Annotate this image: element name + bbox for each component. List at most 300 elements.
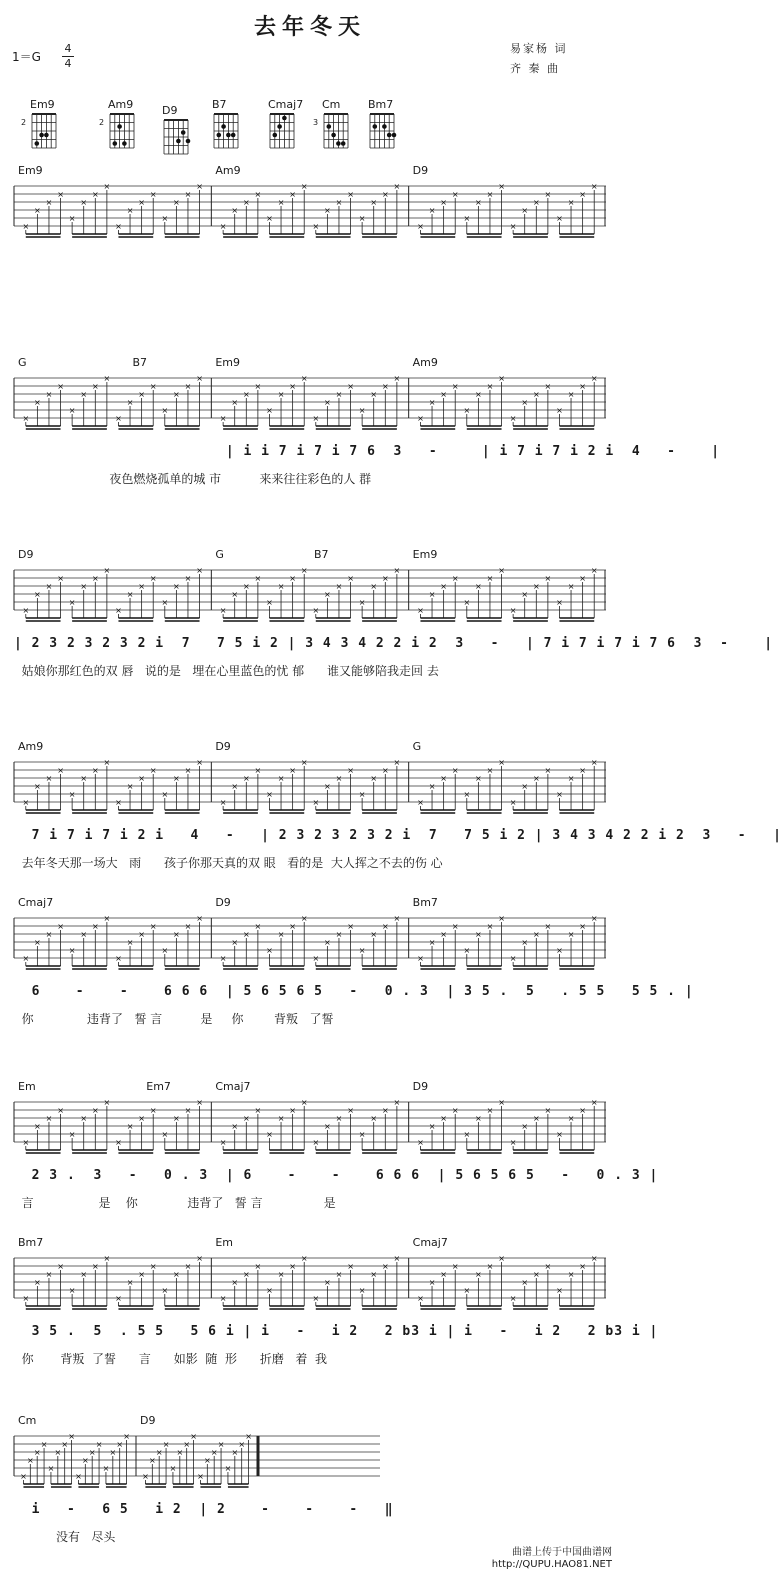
svg-text:×: × — [149, 1106, 157, 1115]
svg-text:×: × — [579, 1106, 586, 1115]
chord-name: D9 — [162, 104, 178, 117]
svg-text:×: × — [242, 1114, 250, 1123]
svg-text:×: × — [161, 214, 169, 223]
svg-text:×: × — [324, 206, 331, 215]
svg-text:×: × — [312, 1138, 320, 1147]
svg-text:×: × — [40, 1440, 48, 1449]
svg-text:×: × — [567, 390, 575, 399]
svg-text:×: × — [34, 590, 41, 599]
svg-text:×: × — [34, 206, 41, 215]
svg-text:×: × — [544, 922, 552, 931]
key-signature: 1＝G — [12, 50, 41, 64]
tab-staff — [14, 178, 606, 244]
svg-text:×: × — [34, 938, 41, 947]
svg-text:×: × — [126, 398, 134, 407]
svg-text:×: × — [440, 774, 447, 783]
svg-text:×: × — [173, 774, 180, 783]
svg-text:×: × — [417, 222, 424, 231]
svg-text:×: × — [463, 1286, 471, 1295]
svg-text:×: × — [370, 582, 378, 591]
svg-text:×: × — [57, 1262, 64, 1271]
svg-text:×: × — [381, 574, 389, 583]
svg-text:×: × — [45, 1114, 53, 1123]
svg-text:×: × — [393, 914, 401, 923]
svg-text:×: × — [231, 206, 239, 215]
svg-text:×: × — [219, 414, 227, 423]
chord-symbol: D9 — [215, 896, 231, 909]
svg-text:×: × — [184, 1106, 192, 1115]
chord-symbol: D9 — [412, 164, 429, 177]
svg-text:×: × — [509, 1294, 517, 1303]
svg-text:×: × — [579, 190, 586, 199]
svg-text:×: × — [532, 1270, 540, 1279]
svg-text:×: × — [532, 390, 540, 399]
svg-text:×: × — [393, 182, 401, 191]
svg-text:×: × — [335, 930, 343, 939]
svg-text:×: × — [45, 774, 53, 783]
svg-text:×: × — [115, 798, 122, 807]
svg-text:×: × — [567, 774, 575, 783]
lyricist-credit: 易家杨 词 — [510, 42, 568, 55]
svg-text:×: × — [358, 598, 366, 607]
svg-text:×: × — [219, 1138, 227, 1147]
svg-text:×: × — [486, 1262, 494, 1271]
svg-text:×: × — [88, 1448, 96, 1457]
svg-text:×: × — [370, 774, 378, 783]
svg-text:×: × — [544, 766, 552, 775]
svg-text:×: × — [231, 398, 239, 407]
svg-text:×: × — [590, 758, 598, 767]
svg-text:×: × — [590, 914, 598, 923]
svg-text:×: × — [91, 922, 99, 931]
svg-text:×: × — [486, 574, 494, 583]
svg-text:×: × — [254, 922, 262, 931]
svg-text:×: × — [242, 198, 250, 207]
svg-text:×: × — [440, 582, 447, 591]
svg-text:×: × — [196, 566, 203, 575]
svg-text:×: × — [231, 1278, 239, 1287]
svg-text:×: × — [162, 1440, 170, 1449]
chord-name: Em9 — [30, 98, 55, 111]
svg-text:×: × — [393, 1098, 401, 1107]
svg-text:×: × — [289, 190, 296, 199]
svg-text:×: × — [521, 938, 529, 947]
svg-text:×: × — [324, 1278, 331, 1287]
svg-text:×: × — [231, 1448, 239, 1457]
svg-text:×: × — [242, 930, 250, 939]
tab-staff — [14, 1094, 606, 1160]
svg-text:×: × — [196, 914, 203, 923]
chord-symbol: B7 — [314, 548, 329, 561]
svg-text:×: × — [370, 390, 378, 399]
svg-text:×: × — [91, 190, 99, 199]
svg-text:×: × — [219, 798, 227, 807]
svg-text:×: × — [347, 1106, 354, 1115]
svg-text:×: × — [289, 1262, 296, 1271]
chord-grid — [108, 112, 136, 152]
chord-symbol: D9 — [140, 1414, 156, 1427]
svg-text:×: × — [393, 566, 401, 575]
svg-text:×: × — [103, 1098, 111, 1107]
svg-text:×: × — [91, 766, 99, 775]
svg-text:×: × — [312, 414, 320, 423]
lyrics-line: 你 违背了 誓 言 是 你 背叛 了誓 — [14, 1012, 334, 1026]
svg-text:×: × — [509, 954, 517, 963]
svg-text:×: × — [45, 198, 53, 207]
svg-text:×: × — [176, 1448, 184, 1457]
svg-text:×: × — [47, 1464, 55, 1473]
svg-text:×: × — [219, 1294, 227, 1303]
chord-name: B7 — [212, 98, 227, 111]
svg-text:×: × — [381, 766, 389, 775]
svg-text:×: × — [161, 406, 169, 415]
svg-text:×: × — [289, 1106, 296, 1115]
svg-text:×: × — [312, 606, 320, 615]
svg-text:×: × — [358, 406, 366, 415]
svg-text:×: × — [475, 930, 482, 939]
svg-text:×: × — [463, 790, 471, 799]
svg-text:×: × — [486, 1106, 494, 1115]
chord-symbol: Am9 — [412, 356, 438, 369]
svg-text:×: × — [126, 1122, 134, 1131]
svg-text:×: × — [579, 1262, 586, 1271]
svg-text:×: × — [173, 582, 180, 591]
chord-name: Cm — [322, 98, 341, 111]
svg-text:×: × — [335, 582, 343, 591]
chord-symbol: Em9 — [215, 356, 240, 369]
svg-text:×: × — [335, 774, 343, 783]
svg-text:×: × — [381, 1262, 389, 1271]
svg-text:×: × — [20, 1472, 27, 1481]
svg-text:×: × — [254, 190, 262, 199]
svg-text:×: × — [109, 1448, 117, 1457]
svg-text:×: × — [509, 606, 517, 615]
lyrics-line: 夜色燃烧孤单的城 市 来来往往彩色的人 群 — [14, 472, 372, 486]
svg-text:×: × — [115, 1138, 122, 1147]
svg-text:×: × — [81, 1456, 89, 1465]
chord-symbol: Cmaj7 — [18, 896, 54, 909]
svg-text:×: × — [68, 598, 76, 607]
svg-text:×: × — [126, 1278, 134, 1287]
svg-text:×: × — [210, 1448, 218, 1457]
svg-text:×: × — [440, 198, 447, 207]
svg-text:×: × — [370, 930, 378, 939]
svg-text:×: × — [370, 1114, 378, 1123]
svg-text:×: × — [238, 1440, 246, 1449]
svg-text:×: × — [300, 182, 308, 191]
svg-text:×: × — [289, 382, 296, 391]
svg-text:×: × — [45, 930, 53, 939]
svg-text:×: × — [509, 414, 517, 423]
tab-staff — [14, 1250, 606, 1316]
svg-text:×: × — [451, 382, 459, 391]
svg-text:×: × — [440, 1114, 447, 1123]
chord-symbol: G — [412, 740, 422, 753]
tab-staff — [14, 1428, 380, 1494]
tab-staff — [14, 370, 606, 436]
svg-text:×: × — [428, 590, 436, 599]
svg-text:×: × — [219, 606, 227, 615]
svg-text:×: × — [567, 1270, 575, 1279]
jianpu-line: 6 - - 6 6 6 | 5 6 5 6 5 - 0 . 3 | 3 5 . 5 . 5 5 5 5 . | — [14, 984, 694, 999]
chord-symbol: Am9 — [18, 740, 44, 753]
svg-text:×: × — [463, 214, 471, 223]
svg-text:×: × — [381, 1106, 389, 1115]
svg-text:×: × — [451, 922, 459, 931]
svg-text:×: × — [138, 582, 145, 591]
svg-text:×: × — [428, 398, 436, 407]
svg-text:×: × — [532, 198, 540, 207]
svg-text:×: × — [184, 382, 192, 391]
svg-text:×: × — [312, 222, 320, 231]
svg-text:×: × — [231, 1122, 239, 1131]
jianpu-line: 3 5 . 5 . 5 5 5 6 i | i - i 2 2 b3 i | i - i 2 2 b3 i | — [14, 1324, 659, 1339]
svg-text:×: × — [91, 1262, 99, 1271]
svg-text:×: × — [498, 374, 505, 383]
svg-text:×: × — [57, 766, 64, 775]
chord-name: Cmaj7 — [268, 98, 304, 111]
svg-text:×: × — [590, 566, 598, 575]
svg-text:×: × — [358, 214, 366, 223]
svg-text:×: × — [217, 1440, 225, 1449]
svg-text:×: × — [498, 566, 505, 575]
watermark-line-1: 曲谱上传于中国曲谱网 — [512, 1547, 612, 1558]
svg-text:×: × — [498, 914, 505, 923]
svg-text:×: × — [590, 182, 598, 191]
svg-text:×: × — [428, 938, 436, 947]
svg-text:×: × — [231, 782, 239, 791]
chord-grid — [212, 112, 240, 152]
jianpu-line: i - 6 5 i 2 | 2 - - - ‖ — [14, 1502, 394, 1517]
svg-text:×: × — [173, 198, 180, 207]
svg-text:×: × — [312, 954, 320, 963]
svg-text:×: × — [556, 946, 563, 955]
svg-text:×: × — [266, 214, 273, 223]
jianpu-line: 2 3 . 3 - 0 . 3 | 6 - - 6 6 6 | 5 6 5 6 5 - 0 . 3 | — [14, 1168, 659, 1183]
chord-grid — [368, 112, 396, 152]
svg-text:×: × — [126, 590, 134, 599]
svg-text:×: × — [173, 1270, 180, 1279]
svg-text:×: × — [33, 1448, 41, 1457]
svg-text:×: × — [245, 1432, 252, 1441]
svg-text:×: × — [219, 222, 227, 231]
svg-text:×: × — [190, 1432, 197, 1441]
svg-text:×: × — [475, 1114, 482, 1123]
svg-text:×: × — [149, 190, 157, 199]
svg-text:×: × — [544, 574, 552, 583]
svg-text:×: × — [138, 1114, 145, 1123]
svg-text:×: × — [300, 1254, 308, 1263]
svg-text:×: × — [463, 946, 471, 955]
svg-text:×: × — [138, 774, 145, 783]
svg-text:×: × — [91, 382, 99, 391]
chord-symbol: Cmaj7 — [215, 1080, 251, 1093]
svg-text:×: × — [68, 946, 76, 955]
svg-text:×: × — [289, 922, 296, 931]
svg-text:×: × — [161, 1286, 169, 1295]
chord-fret-number: 3 — [313, 118, 319, 127]
svg-text:×: × — [242, 390, 250, 399]
svg-text:×: × — [161, 598, 169, 607]
svg-text:×: × — [451, 190, 459, 199]
svg-text:×: × — [184, 574, 192, 583]
svg-text:×: × — [196, 758, 203, 767]
svg-text:×: × — [393, 1254, 401, 1263]
svg-text:×: × — [312, 798, 320, 807]
svg-text:×: × — [34, 1122, 41, 1131]
svg-text:×: × — [266, 406, 273, 415]
svg-text:×: × — [219, 954, 227, 963]
svg-text:×: × — [498, 1098, 505, 1107]
svg-text:×: × — [266, 598, 273, 607]
chord-symbol: G — [215, 548, 224, 561]
svg-text:×: × — [428, 782, 436, 791]
svg-text:×: × — [532, 582, 540, 591]
svg-text:×: × — [544, 190, 552, 199]
system-7 — [14, 1236, 659, 1386]
svg-text:×: × — [45, 390, 53, 399]
system-8 — [14, 1414, 394, 1564]
svg-text:×: × — [242, 1270, 250, 1279]
svg-text:×: × — [149, 382, 157, 391]
svg-text:×: × — [80, 1114, 88, 1123]
svg-text:×: × — [335, 1270, 343, 1279]
song-title: 去年冬天 — [253, 14, 366, 40]
svg-text:×: × — [26, 1456, 34, 1465]
svg-text:×: × — [266, 946, 273, 955]
svg-text:×: × — [556, 790, 563, 799]
svg-text:×: × — [393, 374, 401, 383]
svg-text:×: × — [451, 1262, 459, 1271]
composer-credit: 齐 秦 曲 — [510, 62, 560, 75]
jianpu-line: | 2 3 2 3 2 3 2 i 7 7 5 i 2 | 3 4 3 4 2 2 i 2 3 - | 7 i 7 i 7 i 7 6 3 - | — [14, 636, 774, 651]
svg-text:×: × — [567, 1114, 575, 1123]
svg-text:×: × — [463, 406, 471, 415]
svg-text:×: × — [486, 382, 494, 391]
svg-text:×: × — [173, 390, 180, 399]
svg-text:×: × — [451, 1106, 459, 1115]
svg-text:×: × — [61, 1440, 69, 1449]
svg-text:×: × — [451, 574, 459, 583]
svg-text:×: × — [115, 414, 122, 423]
svg-text:×: × — [277, 390, 285, 399]
svg-text:×: × — [532, 1114, 540, 1123]
svg-text:×: × — [203, 1456, 211, 1465]
svg-text:×: × — [242, 582, 250, 591]
svg-text:×: × — [22, 798, 30, 807]
svg-text:×: × — [196, 1254, 203, 1263]
svg-text:×: × — [161, 790, 169, 799]
svg-text:×: × — [324, 782, 331, 791]
chord-symbol: Em7 — [146, 1080, 171, 1093]
svg-text:×: × — [381, 190, 389, 199]
svg-text:×: × — [80, 1270, 88, 1279]
svg-text:×: × — [266, 1130, 273, 1139]
svg-text:×: × — [68, 406, 76, 415]
lyrics-line: 言 是 你 违背了 誓 言 是 — [14, 1196, 336, 1210]
svg-text:×: × — [34, 782, 41, 791]
svg-text:×: × — [428, 1278, 436, 1287]
jianpu-line: 7 i 7 i 7 i 2 i 4 - | 2 3 2 3 2 3 2 i 7 7 5 i 2 | 3 4 3 4 2 2 i 2 3 - | — [14, 828, 782, 843]
svg-text:×: × — [579, 574, 586, 583]
svg-text:×: × — [567, 930, 575, 939]
svg-text:×: × — [358, 946, 366, 955]
svg-text:×: × — [556, 1286, 563, 1295]
svg-text:×: × — [103, 758, 111, 767]
svg-text:×: × — [475, 390, 482, 399]
svg-text:×: × — [34, 398, 41, 407]
svg-text:×: × — [324, 1122, 331, 1131]
chord-symbol: Cm — [18, 1414, 37, 1427]
svg-text:×: × — [417, 1294, 424, 1303]
system-2 — [14, 356, 721, 506]
svg-text:×: × — [91, 574, 99, 583]
svg-text:×: × — [521, 1122, 529, 1131]
svg-text:×: × — [590, 374, 598, 383]
svg-text:×: × — [34, 1278, 41, 1287]
svg-text:×: × — [22, 1138, 30, 1147]
svg-text:×: × — [556, 598, 563, 607]
svg-text:×: × — [347, 382, 354, 391]
svg-text:×: × — [532, 930, 540, 939]
svg-text:×: × — [300, 374, 308, 383]
lyrics-line: 姑娘你那红色的双 唇 说的是 埋在心里蓝色的忧 郁 谁又能够陪我走回 去 — [14, 664, 439, 678]
svg-text:×: × — [80, 390, 88, 399]
system-6 — [14, 1080, 659, 1230]
svg-text:×: × — [347, 922, 354, 931]
svg-text:×: × — [556, 1130, 563, 1139]
svg-text:×: × — [103, 914, 111, 923]
svg-text:×: × — [451, 766, 459, 775]
chord-symbol: D9 — [215, 740, 231, 753]
svg-text:×: × — [161, 1130, 169, 1139]
svg-text:×: × — [138, 930, 145, 939]
lyrics-line: 没有 尽头 — [14, 1530, 116, 1544]
chord-grid — [162, 118, 190, 158]
svg-text:×: × — [428, 206, 436, 215]
svg-text:×: × — [417, 954, 424, 963]
svg-text:×: × — [347, 766, 354, 775]
svg-text:×: × — [57, 382, 64, 391]
svg-text:×: × — [91, 1106, 99, 1115]
svg-text:×: × — [358, 1130, 366, 1139]
svg-text:×: × — [532, 774, 540, 783]
chord-fret-number: 2 — [21, 118, 27, 127]
svg-text:×: × — [521, 590, 529, 599]
svg-text:×: × — [498, 182, 505, 191]
svg-text:×: × — [590, 1098, 598, 1107]
svg-text:×: × — [149, 1262, 157, 1271]
svg-text:×: × — [224, 1464, 232, 1473]
svg-text:×: × — [509, 1138, 517, 1147]
svg-text:×: × — [115, 1294, 122, 1303]
svg-text:×: × — [22, 1294, 30, 1303]
svg-text:×: × — [138, 390, 145, 399]
svg-text:×: × — [80, 774, 88, 783]
svg-text:×: × — [57, 190, 64, 199]
chord-name: Am9 — [108, 98, 134, 111]
svg-text:×: × — [57, 574, 64, 583]
svg-text:×: × — [498, 1254, 505, 1263]
svg-text:×: × — [521, 1278, 529, 1287]
svg-text:×: × — [57, 1106, 64, 1115]
svg-text:×: × — [254, 574, 262, 583]
svg-text:×: × — [68, 214, 76, 223]
chord-symbol: Am9 — [215, 164, 241, 177]
chord-name: Bm7 — [368, 98, 394, 111]
svg-text:×: × — [417, 798, 424, 807]
svg-text:×: × — [45, 582, 53, 591]
